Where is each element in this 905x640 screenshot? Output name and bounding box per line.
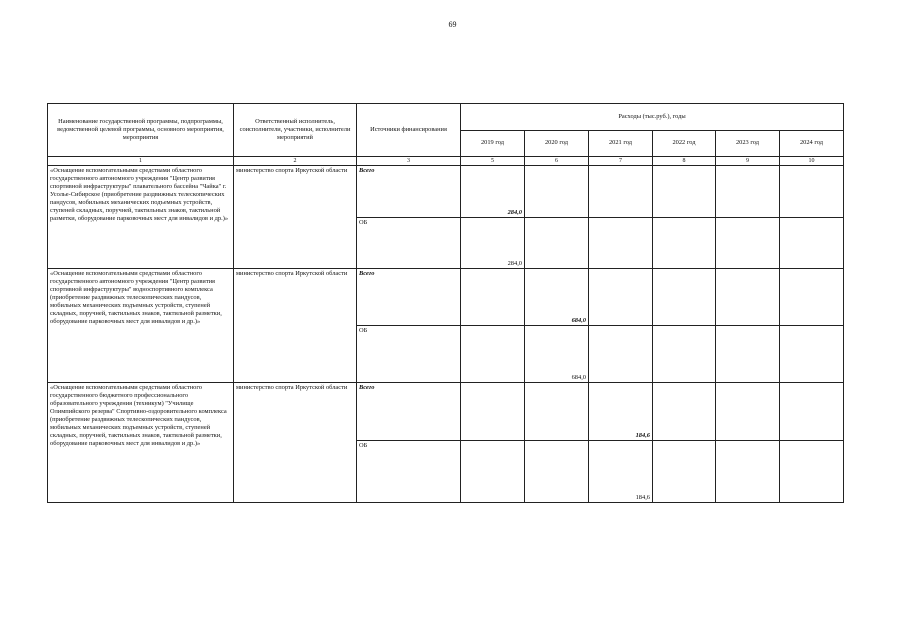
expense-value: 184,6: [589, 383, 653, 440]
column-number: 10: [780, 157, 844, 166]
expense-value: [525, 217, 589, 268]
expense-value: [780, 166, 844, 217]
source-total-label: Всего: [357, 383, 461, 440]
expense-value: [525, 166, 589, 217]
source-ob-label: ОБ: [357, 217, 461, 268]
source-total-label: Всего: [357, 268, 461, 325]
page-number: 69: [448, 20, 457, 29]
expense-value: [461, 383, 525, 440]
header-year: 2021 год: [589, 130, 653, 157]
expense-value: [589, 268, 653, 325]
column-number: 9: [716, 157, 780, 166]
expense-value: [589, 217, 653, 268]
table-row: [48, 268, 844, 325]
column-number: 5: [461, 157, 525, 166]
expense-value: 284,0: [461, 217, 525, 268]
expense-value: [525, 440, 589, 502]
expense-value: [716, 268, 780, 325]
source-ob-label: ОБ: [357, 440, 461, 502]
expense-value: [780, 383, 844, 440]
expense-value: [461, 440, 525, 502]
expense-value: 284,0: [461, 166, 525, 217]
table-row: [48, 166, 844, 217]
column-number: 3: [357, 157, 461, 166]
expense-value: [716, 383, 780, 440]
expense-value: [461, 325, 525, 382]
column-number: 2: [234, 157, 357, 166]
source-total-label: Всего: [357, 166, 461, 217]
source-ob-label: ОБ: [357, 325, 461, 382]
expense-value: [653, 440, 716, 502]
responsible-executor: министерство спорта Иркутской области: [234, 383, 357, 503]
expense-value: [780, 440, 844, 502]
expense-value: [653, 383, 716, 440]
header-year: 2019 год: [461, 130, 525, 157]
header-name: Наименование государственной программы, подпрограммы, ведомственной целевой программы, основного мероприятия, мероприятия: [48, 104, 234, 157]
header-sources: Источники финансирования: [357, 104, 461, 157]
expense-value: [525, 383, 589, 440]
expense-value: [780, 268, 844, 325]
column-number-row: [48, 157, 844, 166]
header-responsible: Ответственный исполнитель, соисполнители, участники, исполнители мероприятий: [234, 104, 357, 157]
table-row: [48, 383, 844, 440]
header-year: 2023 год: [716, 130, 780, 157]
expense-value: [589, 325, 653, 382]
expense-value: [589, 166, 653, 217]
expense-value: [653, 268, 716, 325]
expense-value: [780, 217, 844, 268]
activity-name: «Оснащение вспомогательными средствами областного государственного бюджетного профессионального образовательного учреждения (техникум) "Училище Олимпийского резерва" Спортивно-оздоровительного комплекса (приобретение раздвижных телескопических пандусов, мобильных механических подъемных устройств, ступеней складных, поручней, тактильных знаков, тактильной разметки, оборудование парковочных мест для инвалидов и др.)»: [48, 383, 234, 503]
expense-value: 184,6: [589, 440, 653, 502]
budget-table: [47, 103, 844, 503]
column-number: 1: [48, 157, 234, 166]
responsible-executor: министерство спорта Иркутской области: [234, 268, 357, 383]
activity-name: «Оснащение вспомогательными средствами областного государственного автономного учреждения "Центр развития спортивной инфраструктуры" водноспортивного комплекса (приобретение раздвижных телескопических пандусов, мобильных механических подъемных устройств, ступеней складных, поручней, тактильных знаков, тактильной разметки, оборудование парковочных мест для инвалидов и др.)»: [48, 268, 234, 383]
expense-value: [716, 217, 780, 268]
activity-name: «Оснащение вспомогательными средствами областного государственного автономного учреждения "Центр развития спортивной инфраструктуры" плавательного бассейна "Чайка" г. Усолье-Сибирское (приобретение раздвижных телескопических пандусов, мобильных механических подъемных устройств, ступеней складных, поручней, тактильных знаков, тактильной разметки, оборудование парковочных мест для инвалидов и др.)»: [48, 166, 234, 268]
expense-value: [461, 268, 525, 325]
expense-value: 684,0: [525, 325, 589, 382]
responsible-executor: министерство спорта Иркутской области: [234, 166, 357, 268]
header-year: 2024 год: [780, 130, 844, 157]
header-expenses: Расходы (тыс.руб.), годы: [461, 104, 844, 131]
expense-value: [716, 325, 780, 382]
expense-value: [653, 217, 716, 268]
column-number: 6: [525, 157, 589, 166]
expense-value: 684,0: [525, 268, 589, 325]
column-number: 7: [589, 157, 653, 166]
expense-value: [780, 325, 844, 382]
expense-value: [653, 325, 716, 382]
expense-value: [716, 440, 780, 502]
expense-value: [653, 166, 716, 217]
header-year: 2022 год: [653, 130, 716, 157]
header-year: 2020 год: [525, 130, 589, 157]
column-number: 8: [653, 157, 716, 166]
expense-value: [716, 166, 780, 217]
